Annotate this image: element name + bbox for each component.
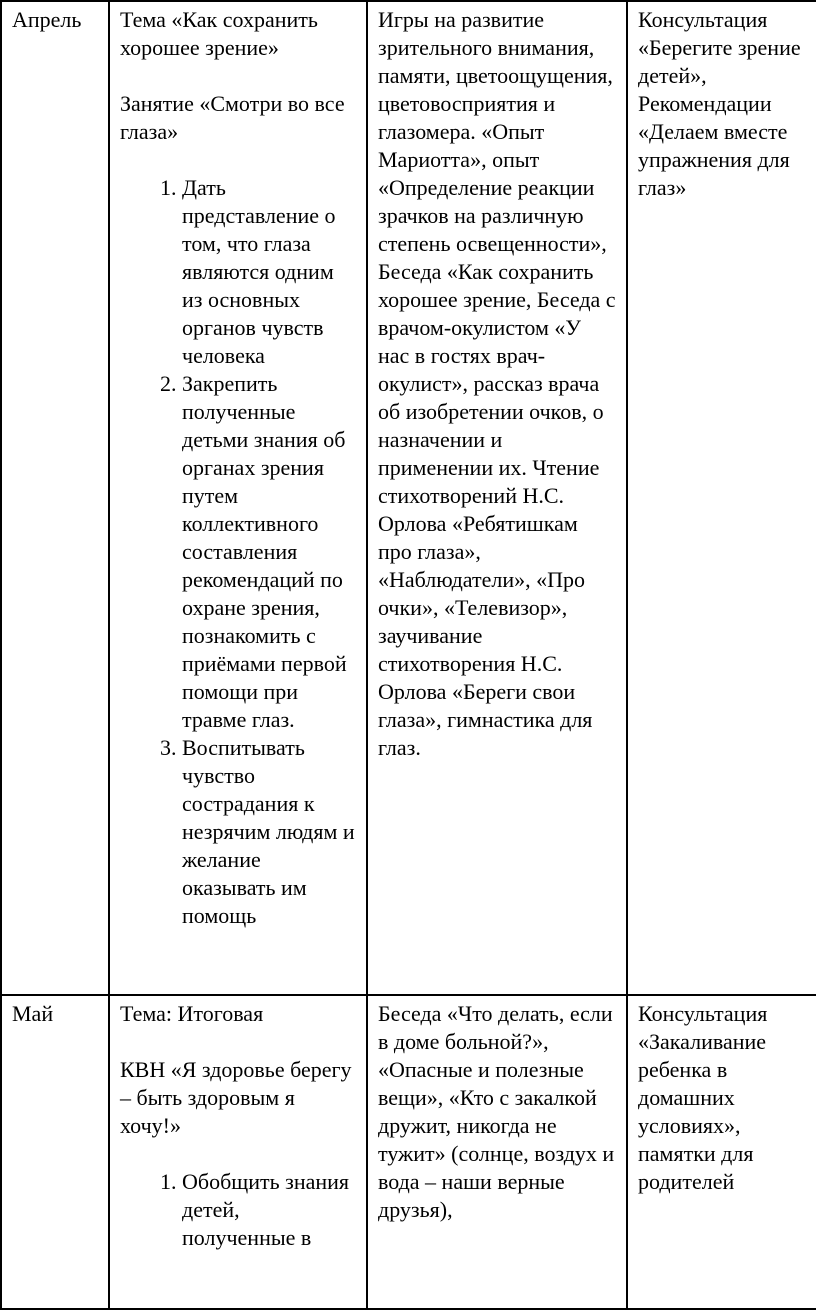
table-row xyxy=(1,995,816,1309)
theme-cell xyxy=(109,995,367,1309)
goals-list xyxy=(120,1168,356,1252)
list-item: 2. Закрепить полученные детьми знания об органах зрения путем коллективного составления рекомендаций по охране зрения, познакомить с приёмами первой помощи при травме глаз. xyxy=(182,370,356,734)
lesson-title: КВН «Я здоровье берегу – быть здоровым я хочу!» xyxy=(120,1057,352,1138)
activities-text: Игры на развитие зрительного внимания, памяти, цветоощущения, цветовосприятия и глазомера. «Опыт Мариотта», опыт «Определение реакции зрачков на различную степень освещенности», Беседа «Как сохранить хорошее зрение, Беседа с врачом-окулистом «У нас в гостях врач-окулист», рассказ врача об изобретении очков, о назначении и применении их. Чтение стихотворений Н.С. Орлова «Ребятишкам про глаза», «Наблюдатели», «Про очки», «Телевизор», заучивание стихотворения Н.С. Орлова «Береги свои глаза», гимнастика для глаз. xyxy=(378,7,616,760)
month-label: Май xyxy=(12,1001,54,1026)
month-cell xyxy=(1,995,109,1309)
activities-cell xyxy=(367,1,627,995)
month-label: Апрель xyxy=(12,7,82,32)
activities-text: Беседа «Что делать, если в доме больной?», «Опасные и полезные вещи», «Кто с закалкой дружит, никогда не тужит» (солнце, воздух и вода – наши верные друзья), xyxy=(378,1001,615,1222)
goals-list xyxy=(120,174,356,930)
parents-cell xyxy=(627,995,816,1309)
theme-title: Тема: Итоговая xyxy=(120,1001,264,1026)
month-cell xyxy=(1,1,109,995)
activities-cell xyxy=(367,995,627,1309)
list-item: 3. Воспитывать чувство сострадания к незрячим людям и желание оказывать им помощь xyxy=(182,734,356,930)
list-item: 1. Обобщить знания детей, полученные в xyxy=(182,1168,356,1252)
theme-cell xyxy=(109,1,367,995)
parents-text: Консультация «Берегите зрение детей», Рекомендации «Делаем вместе упражнения для глаз» xyxy=(638,7,801,200)
lesson-title: Занятие «Смотри во все глаза» xyxy=(120,91,345,144)
table-row xyxy=(1,1,816,995)
parents-cell xyxy=(627,1,816,995)
list-item: 1. Дать представление о том, что глаза являются одним из основных органов чувств человека xyxy=(182,174,356,370)
parents-text: Консультация «Закаливание ребенка в домашних условиях», памятки для родителей xyxy=(638,1001,768,1194)
theme-title: Тема «Как сохранить хорошее зрение» xyxy=(120,7,318,60)
